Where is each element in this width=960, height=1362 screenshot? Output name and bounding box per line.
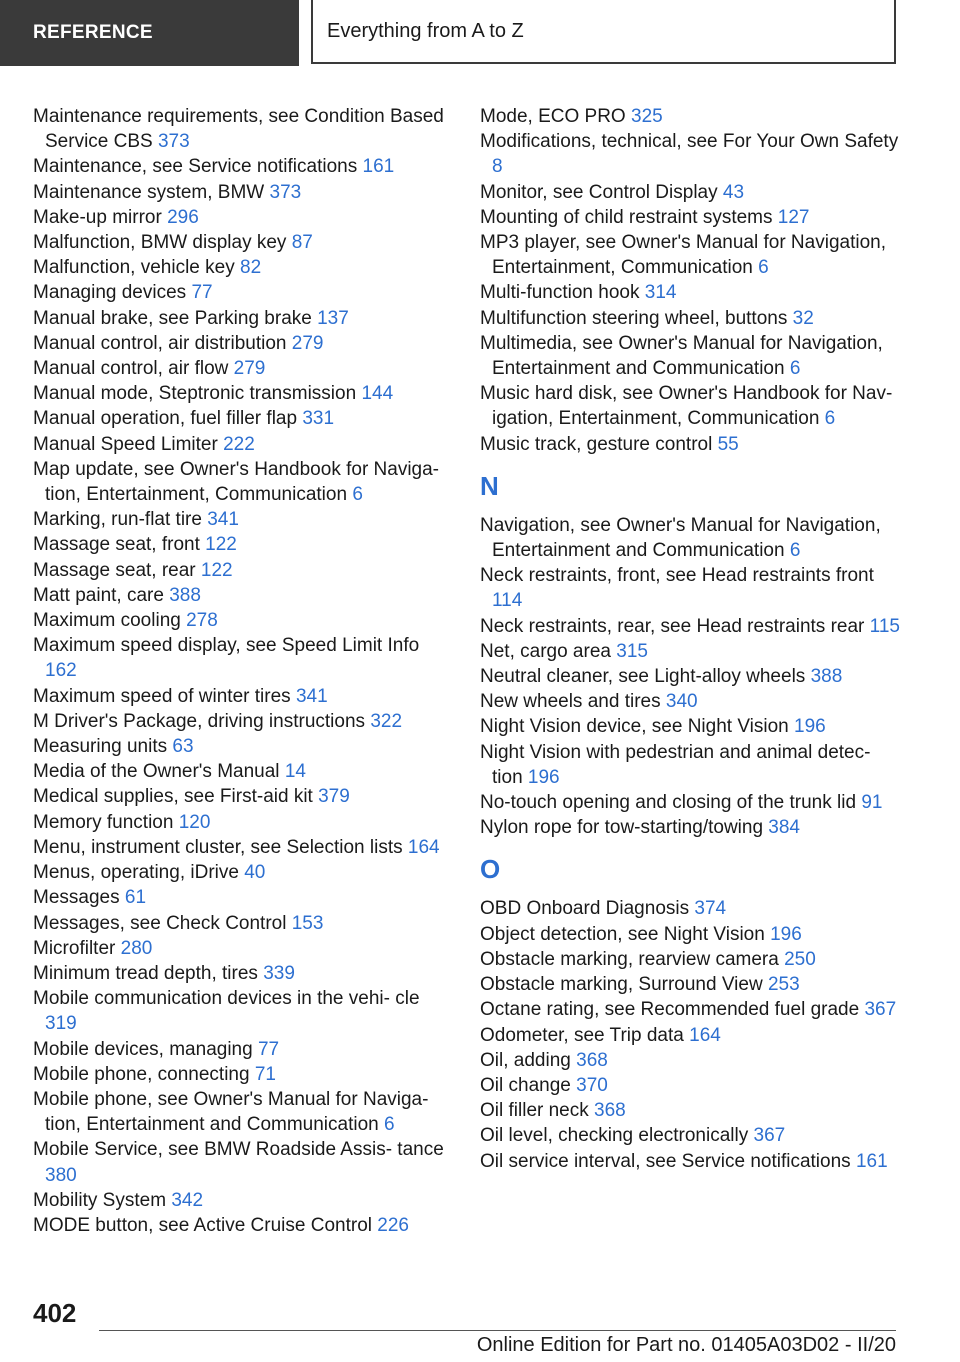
- index-entry-text: Maintenance, see Service notifications: [33, 156, 358, 178]
- edition-note: Online Edition for Part no. 01405A03D02 - II/20: [476, 1334, 896, 1356]
- page-link[interactable]: 32: [792, 307, 814, 329]
- page-link[interactable]: 279: [233, 358, 266, 380]
- index-entry: [480, 1149, 900, 1174]
- index-entry-text: Neck restraints, front, see Head restraints front: [480, 565, 874, 587]
- page-number: 402: [33, 1298, 77, 1328]
- index-entry-text: Modifications, technical, see For Your Own Safety: [480, 131, 899, 153]
- n-entry-list: [480, 513, 900, 841]
- page-link[interactable]: 331: [302, 408, 335, 430]
- page-link[interactable]: 388: [810, 666, 843, 688]
- page-link[interactable]: 6: [384, 1114, 395, 1136]
- index-entry-text: Night Vision device, see Night Vision: [480, 716, 789, 738]
- index-entry-text: Manual Speed Limiter: [33, 433, 218, 455]
- index-entry-text: M Driver's Package, driving instructions: [33, 710, 366, 732]
- page-link[interactable]: 127: [777, 206, 810, 228]
- page-link[interactable]: 196: [794, 716, 826, 738]
- index-entry-text: Malfunction, vehicle key: [33, 257, 235, 279]
- index-entry: [480, 815, 900, 840]
- index-entry: [33, 684, 453, 709]
- index-entry-text: Oil level, checking electronically: [480, 1125, 749, 1147]
- page-link[interactable]: 388: [169, 584, 201, 606]
- page-link[interactable]: 122: [205, 534, 237, 556]
- page-link[interactable]: 279: [291, 332, 324, 354]
- index-entry: [480, 896, 900, 921]
- index-entry-text: Monitor, see Control Display: [480, 181, 718, 203]
- index-entry: [480, 563, 900, 613]
- page-link[interactable]: 71: [254, 1063, 276, 1085]
- index-entry-text: MP3 player, see Owner's Manual for Navigation, Entertainment, Communication: [480, 232, 886, 279]
- index-entry-text: Mobile communication devices in the vehi‐ cle: [33, 988, 420, 1010]
- index-entry: [33, 961, 453, 986]
- page-link[interactable]: 368: [576, 1049, 608, 1071]
- index-entry-text: Massage seat, front: [33, 534, 200, 556]
- index-entry-text: Manual operation, fuel filler flap: [33, 408, 298, 430]
- index-entry-text: Messages: [33, 887, 120, 909]
- index-entry: [33, 1188, 453, 1213]
- page-link[interactable]: 325: [631, 106, 663, 127]
- index-entry: [33, 180, 453, 205]
- index-entry-text: Media of the Owner's Manual: [33, 761, 280, 783]
- page-link[interactable]: 341: [207, 509, 239, 531]
- index-entry-text: Malfunction, BMW display key: [33, 232, 287, 254]
- index-entry-text: No-touch opening and closing of the trunk lid: [480, 792, 857, 814]
- page-link[interactable]: 87: [291, 232, 313, 254]
- page-link[interactable]: 322: [370, 710, 403, 732]
- index-entry-text: Multifunction steering wheel, buttons: [480, 307, 788, 329]
- index-entry-text: Measuring units: [33, 736, 168, 758]
- index-entry-text: Octane rating, see Recommended fuel grade: [480, 999, 860, 1021]
- page-link[interactable]: 368: [594, 1100, 626, 1122]
- right-top-entry-list: [480, 104, 900, 457]
- page-link[interactable]: 379: [318, 786, 350, 808]
- index-entry-text: Oil change: [480, 1074, 571, 1096]
- page-link[interactable]: 315: [616, 640, 648, 662]
- page-link[interactable]: 115: [869, 615, 900, 637]
- page-link[interactable]: 153: [291, 912, 324, 934]
- index-entry-text: Manual mode, Steptronic transmission: [33, 383, 357, 405]
- footer-divider: [99, 1330, 896, 1331]
- index-entry: [480, 922, 900, 947]
- index-entry-text: Manual brake, see Parking brake: [33, 307, 312, 329]
- chapter-title: Everything from A to Z: [311, 0, 896, 64]
- index-entry-text: Odometer, see Trip data: [480, 1024, 684, 1046]
- index-entry-text: Navigation, see Owner's Manual for Navigation, Entertainment and Communication: [480, 514, 881, 562]
- index-entry-text: Multi-function hook: [480, 282, 640, 304]
- index-entry-text: Matt paint, care: [33, 584, 164, 606]
- letter-heading-o: O: [480, 854, 501, 885]
- page-link[interactable]: 222: [223, 433, 255, 455]
- left-entry-list: [33, 104, 453, 1238]
- index-entry-text: Oil filler neck: [480, 1100, 589, 1122]
- page-link[interactable]: 137: [317, 307, 349, 329]
- index-entry: [33, 583, 453, 608]
- index-entry-text: Nylon rope for tow-starting/towing: [480, 817, 764, 839]
- index-entry-text: Make-up mirror: [33, 206, 162, 228]
- page-link[interactable]: 314: [644, 282, 677, 304]
- index-entry: [480, 280, 900, 305]
- index-entry: [480, 513, 900, 563]
- index-entry-text: Maximum speed of winter tires: [33, 685, 291, 707]
- index-entry: [480, 997, 900, 1022]
- index-entry-text: Maintenance requirements, see Condition Based Service CBS: [33, 106, 444, 153]
- index-entry-text: Microfilter: [33, 937, 116, 959]
- page-link[interactable]: 342: [171, 1189, 204, 1211]
- page-link[interactable]: 196: [770, 923, 802, 945]
- index-entry-text: Net, cargo area: [480, 640, 611, 662]
- index-entry: [33, 1037, 453, 1062]
- page-link[interactable]: 280: [120, 937, 153, 959]
- page-link[interactable]: 120: [178, 811, 211, 833]
- index-entry-text: Mode, ECO PRO: [480, 106, 626, 127]
- index-entry: [480, 331, 900, 381]
- page-link[interactable]: 91: [861, 792, 883, 814]
- index-entry-text: Minimum tread depth, tires: [33, 962, 258, 984]
- index-entry-text: Menu, instrument cluster, see Selection lists: [33, 836, 403, 858]
- index-entry-text: Maintenance system, BMW: [33, 181, 265, 203]
- page-link[interactable]: 380: [45, 1164, 77, 1186]
- index-entry: [33, 558, 453, 583]
- page-link[interactable]: 278: [186, 610, 218, 632]
- index-entry: [480, 1023, 900, 1048]
- page-link[interactable]: 6: [789, 358, 801, 380]
- index-entry: [33, 331, 453, 356]
- index-entry: [480, 432, 900, 457]
- index-entry-text: Maximum cooling: [33, 610, 181, 632]
- page-link[interactable]: 6: [352, 484, 363, 506]
- page-link[interactable]: 374: [694, 898, 727, 920]
- page-link[interactable]: 77: [191, 282, 213, 304]
- index-entry: [33, 154, 453, 179]
- index-entry: [480, 1123, 900, 1148]
- index-entry: [33, 1213, 453, 1238]
- page-link[interactable]: 164: [407, 836, 440, 858]
- index-entry-text: Oil service interval, see Service notifications: [480, 1150, 851, 1172]
- page-link[interactable]: 339: [263, 962, 295, 984]
- index-entry: [33, 280, 453, 305]
- page-link[interactable]: 6: [789, 540, 801, 562]
- page-link[interactable]: 341: [295, 685, 328, 707]
- page-link[interactable]: 373: [269, 181, 302, 203]
- page-link[interactable]: 122: [200, 559, 233, 581]
- index-entry-text: Obstacle marking, Surround View: [480, 974, 763, 996]
- index-entry: [480, 947, 900, 972]
- page-link[interactable]: 161: [362, 156, 395, 178]
- index-entry-text: Mobile Service, see BMW Roadside Assis‐ tance: [33, 1139, 444, 1161]
- index-entry-text: Manual control, air flow: [33, 358, 229, 380]
- index-entry-text: Memory function: [33, 811, 174, 833]
- index-entry-text: Manual control, air distribution: [33, 332, 287, 354]
- index-entry: [33, 306, 453, 331]
- page-link[interactable]: 40: [244, 862, 266, 884]
- index-entry: [480, 689, 900, 714]
- index-entry-text: Massage seat, rear: [33, 559, 196, 581]
- index-entry-text: Map update, see Owner's Handbook for Naviga‐ tion, Entertainment, Communication: [33, 458, 440, 506]
- index-entry-text: OBD Onboard Diagnosis: [480, 898, 690, 920]
- index-entry: [33, 709, 453, 734]
- index-entry-text: Medical supplies, see First-aid kit: [33, 786, 313, 808]
- index-entry: [33, 860, 453, 885]
- page-link[interactable]: 14: [284, 761, 306, 783]
- index-entry-text: Marking, run-flat tire: [33, 509, 202, 531]
- index-entry: [33, 835, 453, 860]
- index-entry: [33, 734, 453, 759]
- index-column-left: [33, 104, 453, 1238]
- index-entry-text: Mounting of child restraint systems: [480, 206, 773, 228]
- page-link[interactable]: 144: [361, 383, 394, 405]
- page-header: [0, 0, 960, 66]
- index-entry: [480, 180, 900, 205]
- section-label: REFERENCE: [0, 0, 299, 66]
- page-link[interactable]: 61: [124, 887, 147, 909]
- page-link[interactable]: 164: [689, 1024, 721, 1046]
- page-link[interactable]: 8: [492, 156, 503, 178]
- letter-heading-n: N: [480, 470, 499, 501]
- page-link[interactable]: 384: [768, 817, 800, 839]
- index-entry-text: Messages, see Check Control: [33, 912, 287, 934]
- index-entry: [33, 356, 453, 381]
- page-link[interactable]: 340: [665, 691, 698, 713]
- index-entry: [33, 432, 453, 457]
- index-entry: [480, 614, 900, 639]
- index-entry-text: Menus, operating, iDrive: [33, 862, 239, 884]
- page-link[interactable]: 367: [753, 1125, 786, 1147]
- index-entry: [33, 936, 453, 961]
- index-column-right: [480, 104, 900, 1174]
- index-entry: [33, 381, 453, 406]
- index-entry: [33, 633, 453, 683]
- index-entry: [33, 205, 453, 230]
- index-entry-text: Mobile devices, managing: [33, 1038, 253, 1060]
- index-entry: [480, 306, 900, 331]
- index-entry: [33, 911, 453, 936]
- page-link[interactable]: 55: [717, 433, 739, 455]
- index-entry-text: Object detection, see Night Vision: [480, 923, 765, 945]
- index-entry-text: Music hard disk, see Owner's Handbook for Nav‐ igation, Entertainment, Communication: [480, 383, 893, 430]
- index-entry: [480, 381, 900, 431]
- index-entry-text: Maximum speed display, see Speed Limit Info: [33, 635, 420, 657]
- page-link[interactable]: 43: [722, 181, 745, 203]
- page-link[interactable]: 6: [758, 257, 769, 279]
- index-entry: [480, 104, 900, 129]
- page-link[interactable]: 250: [784, 948, 816, 970]
- index-entry-text: Night Vision with pedestrian and animal detec‐ tion: [480, 741, 871, 788]
- index-entry-text: Neck restraints, rear, see Head restraints rear: [480, 615, 865, 637]
- index-entry: [33, 810, 453, 835]
- page-link[interactable]: 226: [377, 1214, 409, 1236]
- index-entry: [480, 129, 900, 179]
- index-entry-text: New wheels and tires: [480, 691, 661, 713]
- page-link[interactable]: 196: [527, 766, 560, 788]
- index-entry: [33, 532, 453, 557]
- page-link[interactable]: 77: [257, 1038, 280, 1060]
- index-entry-text: Mobility System: [33, 1189, 167, 1211]
- index-entry: [33, 255, 453, 280]
- index-entry: [480, 1098, 900, 1123]
- index-entry: [33, 230, 453, 255]
- index-entry-text: Multimedia, see Owner's Manual for Navigation, Entertainment and Communication: [480, 332, 883, 380]
- index-entry-text: Obstacle marking, rearview camera: [480, 948, 779, 970]
- index-entry: [480, 1048, 900, 1073]
- index-entry: [33, 885, 453, 910]
- index-entry: [33, 1087, 453, 1137]
- index-entry: [33, 457, 453, 507]
- index-entry: [33, 406, 453, 431]
- page-link[interactable]: 373: [157, 131, 190, 153]
- index-entry-text: Oil, adding: [480, 1049, 571, 1071]
- index-entry: [480, 790, 900, 815]
- index-entry: [480, 972, 900, 997]
- index-entry: [33, 986, 453, 1036]
- page-link[interactable]: 161: [855, 1150, 888, 1172]
- index-entry: [480, 740, 900, 790]
- o-entry-list: [480, 896, 900, 1173]
- index-entry-text: Managing devices: [33, 282, 187, 304]
- index-entry-text: Music track, gesture control: [480, 433, 713, 455]
- index-entry: [480, 1073, 900, 1098]
- page-link[interactable]: 367: [864, 999, 897, 1021]
- page-link[interactable]: 82: [240, 257, 262, 279]
- index-entry: [480, 714, 900, 739]
- page-link[interactable]: 162: [45, 660, 77, 682]
- page-link[interactable]: 370: [576, 1074, 608, 1096]
- index-entry: [33, 784, 453, 809]
- index-entry-text: Mobile phone, see Owner's Manual for Naviga‐ tion, Entertainment and Communication: [33, 1088, 429, 1136]
- index-entry: [33, 759, 453, 784]
- index-entry: [33, 507, 453, 532]
- page-link[interactable]: 319: [45, 1013, 77, 1035]
- index-entry: [480, 639, 900, 664]
- index-entry-text: Mobile phone, connecting: [33, 1063, 250, 1085]
- index-entry: [33, 1062, 453, 1087]
- page-link[interactable]: 114: [492, 590, 523, 612]
- page-link[interactable]: 253: [767, 974, 800, 996]
- index-entry: [480, 205, 900, 230]
- page-link[interactable]: 6: [824, 408, 836, 430]
- index-entry: [33, 1137, 453, 1187]
- index-entry-text: MODE button, see Active Cruise Control: [33, 1214, 372, 1236]
- page-link[interactable]: 63: [172, 736, 194, 758]
- index-entry-text: Neutral cleaner, see Light-alloy wheels: [480, 666, 806, 688]
- index-entry: [33, 608, 453, 633]
- index-entry: [480, 664, 900, 689]
- index-entry: [480, 230, 900, 280]
- page-link[interactable]: 296: [167, 206, 199, 228]
- index-entry: [33, 104, 453, 154]
